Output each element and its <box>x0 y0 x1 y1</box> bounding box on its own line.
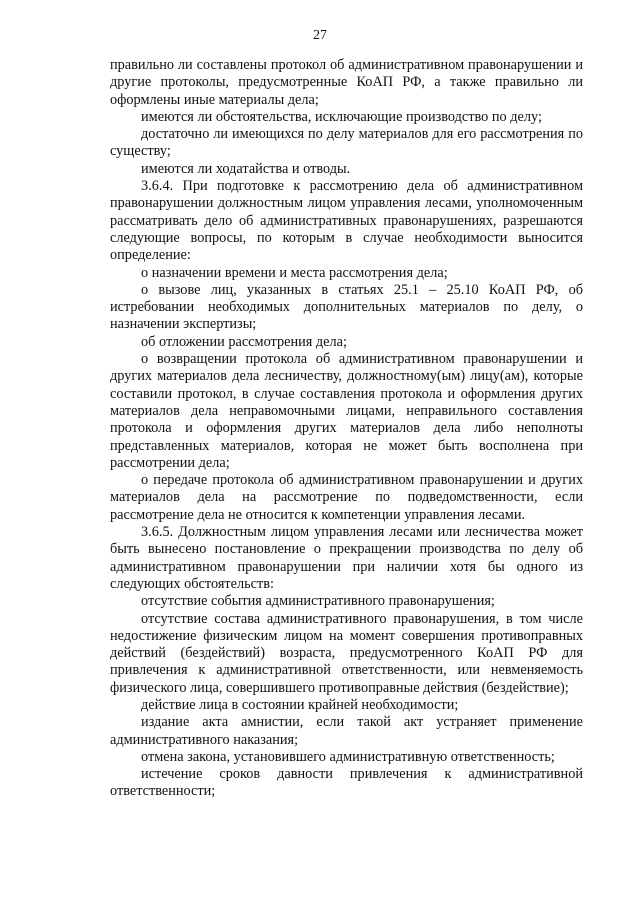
paragraph: действие лица в состоянии крайней необходимости; <box>141 696 459 713</box>
paragraph: истечение сроков давности привлечения к административной ответственности; <box>110 766 583 800</box>
paragraph: правильно ли составлены протокол об административном правонарушении и другие протоколы, предусмотренные КоАП РФ, а также правильно ли оформлены иные материалы дела; <box>110 57 583 108</box>
paragraph: отсутствие состава административного правонарушения, в том числе недостижение физическим лицом на момент совершения противоправных действий (бездействий) возраста, предусмотренного КоАП РФ для привлечения к административной ответственности, или невменяемость физического лица, совершившего противоправные действия (бездействие); <box>110 610 583 696</box>
section-paragraph-3-6-4: 3.6.4. При подготовке к рассмотрению дела об административном правонарушении должностным лицом управления лесами, уполномоченным рассматривать дело об административных правонарушениях, разрешаются следующие вопросы, по которым в случае необходимости выносится определение: <box>110 178 583 264</box>
paragraph: об отложении рассмотрения дела; <box>141 333 347 350</box>
paragraph: о назначении времени и места рассмотрения дела; <box>141 264 448 281</box>
paragraph: отмена закона, установившего административную ответственность; <box>141 748 555 765</box>
body-text <box>110 57 583 801</box>
paragraph: достаточно ли имеющихся по делу материалов для его рассмотрения по существу; <box>110 126 583 160</box>
paragraph: о вызове лиц, указанных в статьях 25.1 – 25.10 КоАП РФ, об истребовании необходимых дополнительных материалов по делу, о назначении экспертизы; <box>110 281 583 333</box>
paragraph: издание акта амнистии, если такой акт устраняет применение административного наказания; <box>110 714 583 748</box>
paragraph: о передаче протокола об административном правонарушении и других материалов дела на рассмотрение по подведомственности, если рассмотрение дела не относится к компетенции управления лесами. <box>110 472 583 523</box>
section-paragraph-3-6-5: 3.6.5. Должностным лицом управления лесами или лесничества может быть вынесено постановление о прекращении производства по делу об административном правонарушении при наличии хотя бы одного из следующих обстоятельств: <box>110 524 583 592</box>
paragraph: отсутствие события административного правонарушения; <box>141 593 495 610</box>
page-number: 27 <box>313 28 327 43</box>
paragraph: имеются ли ходатайства и отводы. <box>141 160 351 177</box>
paragraph: имеются ли обстоятельства, исключающие производство по делу; <box>141 108 542 125</box>
paragraph: о возвращении протокола об административном правонарушении и других материалов дела лесничеству, должностному(ым) лицу(ам), которые составили протокол, в случае составления протокола и оформления других материалов дела неправомочными лицами, неправильного составления протокола и оформления других материалов дела либо неполноты представленных материалов, которая не может быть восполнена при рассмотрении дела; <box>110 351 583 471</box>
